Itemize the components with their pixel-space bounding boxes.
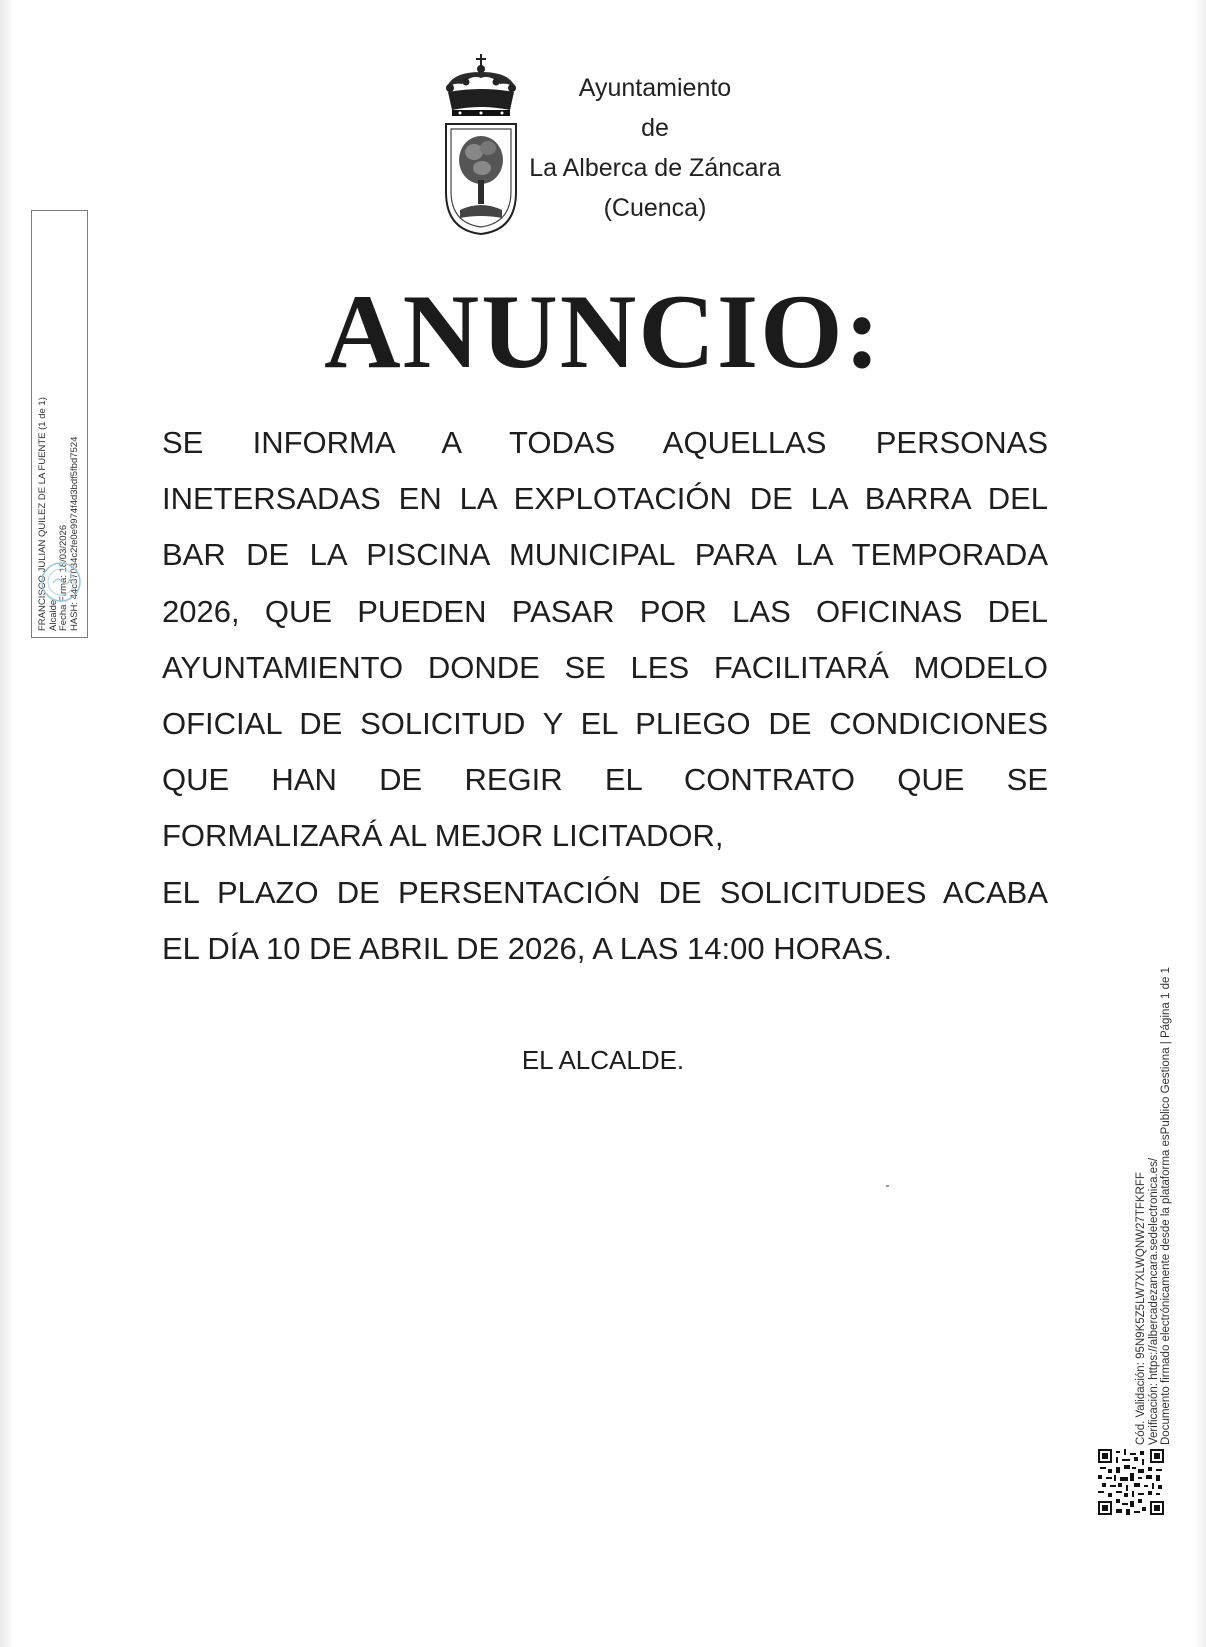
org-line-town: La Alberca de Záncara	[529, 154, 781, 182]
stamp-date: Fecha Firma: 18/03/2026	[58, 524, 69, 631]
announcement-title: ANUNCIO:	[324, 273, 882, 390]
seal-icon	[40, 561, 82, 603]
body-line: 2026, QUE PUEDEN PASAR POR LAS OFICINAS DEL	[162, 593, 1048, 629]
org-line-de: de	[641, 114, 669, 142]
body-line: OFICIAL DE SOLICITUD Y EL PLIEGO DE CONDICIONES	[162, 705, 1048, 741]
body-line: QUE HAN DE REGIR EL CONTRATO QUE SE	[162, 762, 1048, 798]
digital-signature-stamp	[31, 210, 88, 638]
body-line: FORMALIZARÁ AL MEJOR LICITADOR,	[162, 818, 724, 854]
org-line-ayuntamiento: Ayuntamiento	[578, 74, 732, 102]
body-line: SE INFORMA A TODAS AQUELLAS PERSONAS	[162, 425, 1048, 460]
stamp-hash: HASH: 44c37034c2fe0e9974f4d3bdf5fbd7524	[68, 436, 80, 631]
stamp-role: Alcalde	[47, 599, 59, 631]
municipality-header	[520, 68, 790, 228]
scan-speck	[886, 1185, 889, 1187]
platform-note: Documento firmado electrónicamente desde la plataforma esPublico Gestiona | Página 1 de 1	[1160, 967, 1172, 1445]
verification-url: Verificación: https://albercadezancara.sedelectronica.es/	[1147, 1157, 1160, 1445]
municipal-coat-of-arms-icon	[440, 52, 522, 236]
stamp-signer: FRANCISCO JULIAN QUILEZ DE LA FUENTE (1 de 1)	[37, 397, 48, 631]
qr-code-icon	[1098, 1449, 1164, 1515]
body-line: BAR DE LA PISCINA MUNICIPAL PARA LA TEMPORADA	[162, 537, 1048, 573]
announcement-body	[162, 415, 1048, 977]
body-line: EL DÍA 10 DE ABRIL DE 2026, A LAS 14:00 HORAS.	[162, 930, 893, 966]
page-left-shadow	[0, 0, 14, 1647]
mayor-signature-label: EL ALCALDE.	[521, 1045, 685, 1075]
body-line: EL PLAZO DE PERSENTACIÓN DE SOLICITUDES ACABA	[162, 874, 1048, 910]
body-line: INETERSADAS EN LA EXPLOTACIÓN DE LA BARRA DEL	[162, 481, 1048, 517]
verification-text	[1135, 925, 1173, 1445]
validation-code: Cód. Validación: 95N9K5Z5LW7XLWQNW27TFKRFF	[1135, 1172, 1147, 1445]
body-line: AYUNTAMIENTO DONDE SE LES FACILITARÁ MODELO	[162, 649, 1048, 685]
page-right-shadow	[1194, 0, 1206, 1647]
org-line-province: (Cuenca)	[603, 194, 707, 222]
